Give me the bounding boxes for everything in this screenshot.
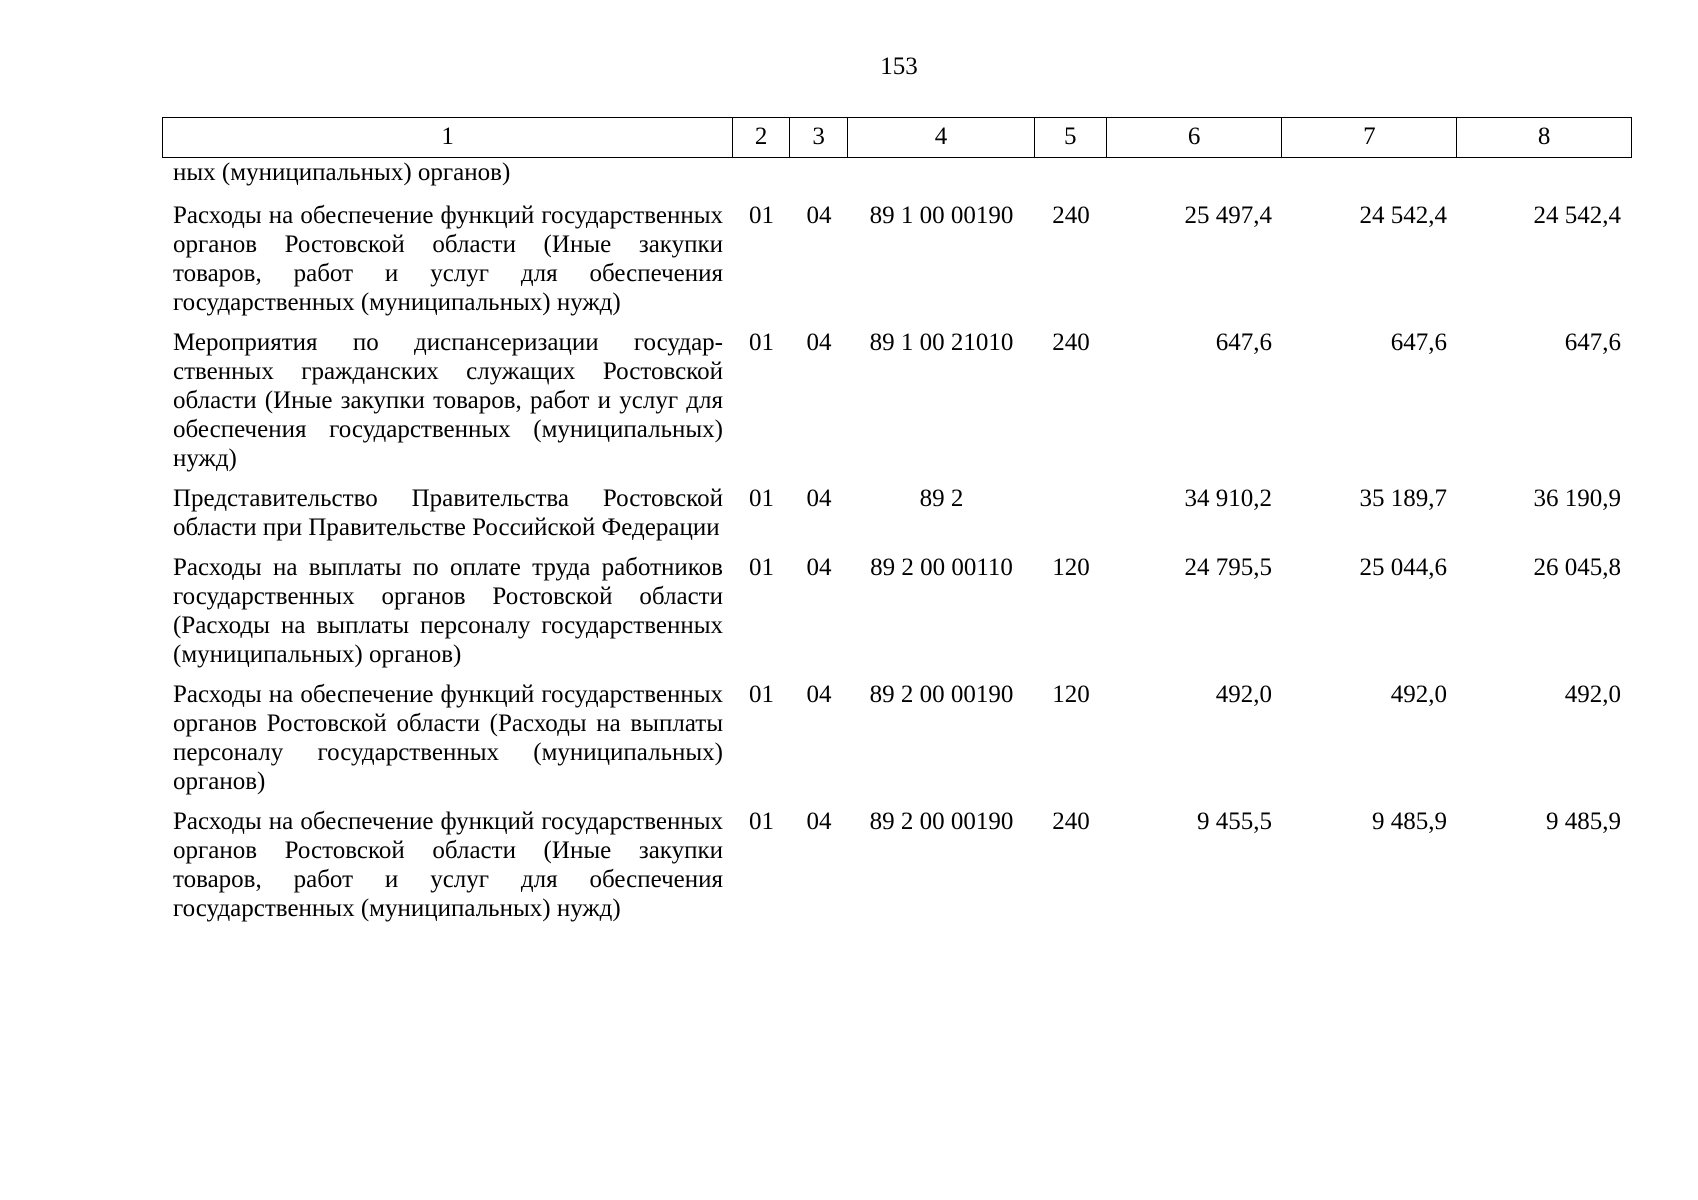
row-target-article: 89 2 00 00110 xyxy=(870,554,1013,581)
row-expense-type: 120 xyxy=(1052,554,1090,581)
column-header-5: 5 xyxy=(1035,118,1107,157)
row-description: Расходы на обеспечение функций государственных органов Ростовской области (Расходы на выплаты персоналу государственных (муниципальных) органов) xyxy=(173,681,723,795)
column-header-6: 6 xyxy=(1107,118,1283,157)
row-section: 01 xyxy=(749,808,774,835)
table-row xyxy=(162,680,1632,796)
row-subsection: 04 xyxy=(806,329,832,356)
row-value-col7: 35 189,7 xyxy=(1359,485,1447,512)
row-section: 01 xyxy=(749,329,774,356)
column-header-1: 1 xyxy=(163,118,733,157)
column-header-3: 3 xyxy=(790,118,848,157)
table-header xyxy=(162,117,1632,158)
row-value-col6: 492,0 xyxy=(1215,681,1272,708)
column-header-7: 7 xyxy=(1282,118,1457,157)
row-section: 01 xyxy=(749,554,774,581)
row-value-col8: 9 485,9 xyxy=(1546,808,1621,835)
row-value-col6: 25 497,4 xyxy=(1184,202,1272,229)
page-number: 153 xyxy=(880,53,918,80)
row-expense-type: 240 xyxy=(1052,808,1090,835)
row-value-col7: 492,0 xyxy=(1390,681,1447,708)
row-subsection: 04 xyxy=(806,202,832,229)
row-expense-type: 240 xyxy=(1052,329,1090,356)
column-header-4: 4 xyxy=(848,118,1035,157)
row-target-article: 89 1 00 21010 xyxy=(869,329,1014,356)
row-target-article: 89 2 00 00190 xyxy=(869,681,1014,708)
row-value-col8: 26 045,8 xyxy=(1533,554,1621,581)
table-row xyxy=(162,807,1632,923)
row-value-col6: 9 455,5 xyxy=(1197,808,1272,835)
row-expense-type: 120 xyxy=(1052,681,1090,708)
row-target-article: 89 2 00 00190 xyxy=(869,808,1014,835)
row-target-article: 89 2 xyxy=(919,485,964,512)
table-row xyxy=(162,484,1632,542)
column-header-8: 8 xyxy=(1537,123,1551,150)
row-value-col6: 34 910,2 xyxy=(1184,485,1272,512)
row-description: Расходы на выплаты по оплате труда работников государственных органов Ростовской области (Расходы на выплаты персоналу государственных (муниципальных) органов) xyxy=(173,554,723,668)
row-subsection: 04 xyxy=(806,681,832,708)
row-section: 01 xyxy=(749,485,774,512)
row-description: Расходы на обеспечение функций государственных органов Ростовской области (Иные закупки товаров, работ и услуг для обеспечения государственных (муниципальных) нужд) xyxy=(173,202,723,316)
row-description: Расходы на обеспечение функций государственных органов Ростовской области (Иные закупки товаров, работ и услуг для обеспечения государственных (муниципальных) нужд) xyxy=(173,808,723,922)
row-value-col6: 24 795,5 xyxy=(1184,554,1272,581)
row-expense-type: 240 xyxy=(1052,202,1090,229)
row-description: Представительство Правительства Ростовской области при Правительстве Российской Федерации xyxy=(173,485,723,541)
table-row xyxy=(162,201,1632,317)
table-row xyxy=(162,328,1632,473)
table-row xyxy=(162,553,1632,669)
row-subsection: 04 xyxy=(806,554,832,581)
continuation-row xyxy=(162,158,1632,187)
row-section: 01 xyxy=(749,202,774,229)
row-value-col6: 647,6 xyxy=(1215,329,1272,356)
row-target-article: 89 1 00 00190 xyxy=(869,202,1014,229)
row-description: Мероприятия по диспансеризации государственных гражданских служащих Ростовской области (Иные закупки товаров, работ и услуг для обеспечения государственных (муниципальных) нужд) xyxy=(173,329,723,472)
column-header-2: 2 xyxy=(733,118,790,157)
row-value-col7: 25 044,6 xyxy=(1359,554,1447,581)
row-subsection: 04 xyxy=(806,485,832,512)
table-body xyxy=(162,158,1632,923)
continuation-text: ных (муниципальных) органов) xyxy=(173,159,511,186)
row-value-col7: 9 485,9 xyxy=(1372,808,1447,835)
row-value-col7: 647,6 xyxy=(1390,329,1447,356)
row-value-col7: 24 542,4 xyxy=(1359,202,1447,229)
row-value-col8: 647,6 xyxy=(1564,329,1621,356)
row-value-col8: 36 190,9 xyxy=(1533,485,1621,512)
row-section: 01 xyxy=(749,681,774,708)
row-subsection: 04 xyxy=(806,808,832,835)
row-value-col8: 24 542,4 xyxy=(1533,202,1621,229)
row-value-col8: 492,0 xyxy=(1564,681,1621,708)
